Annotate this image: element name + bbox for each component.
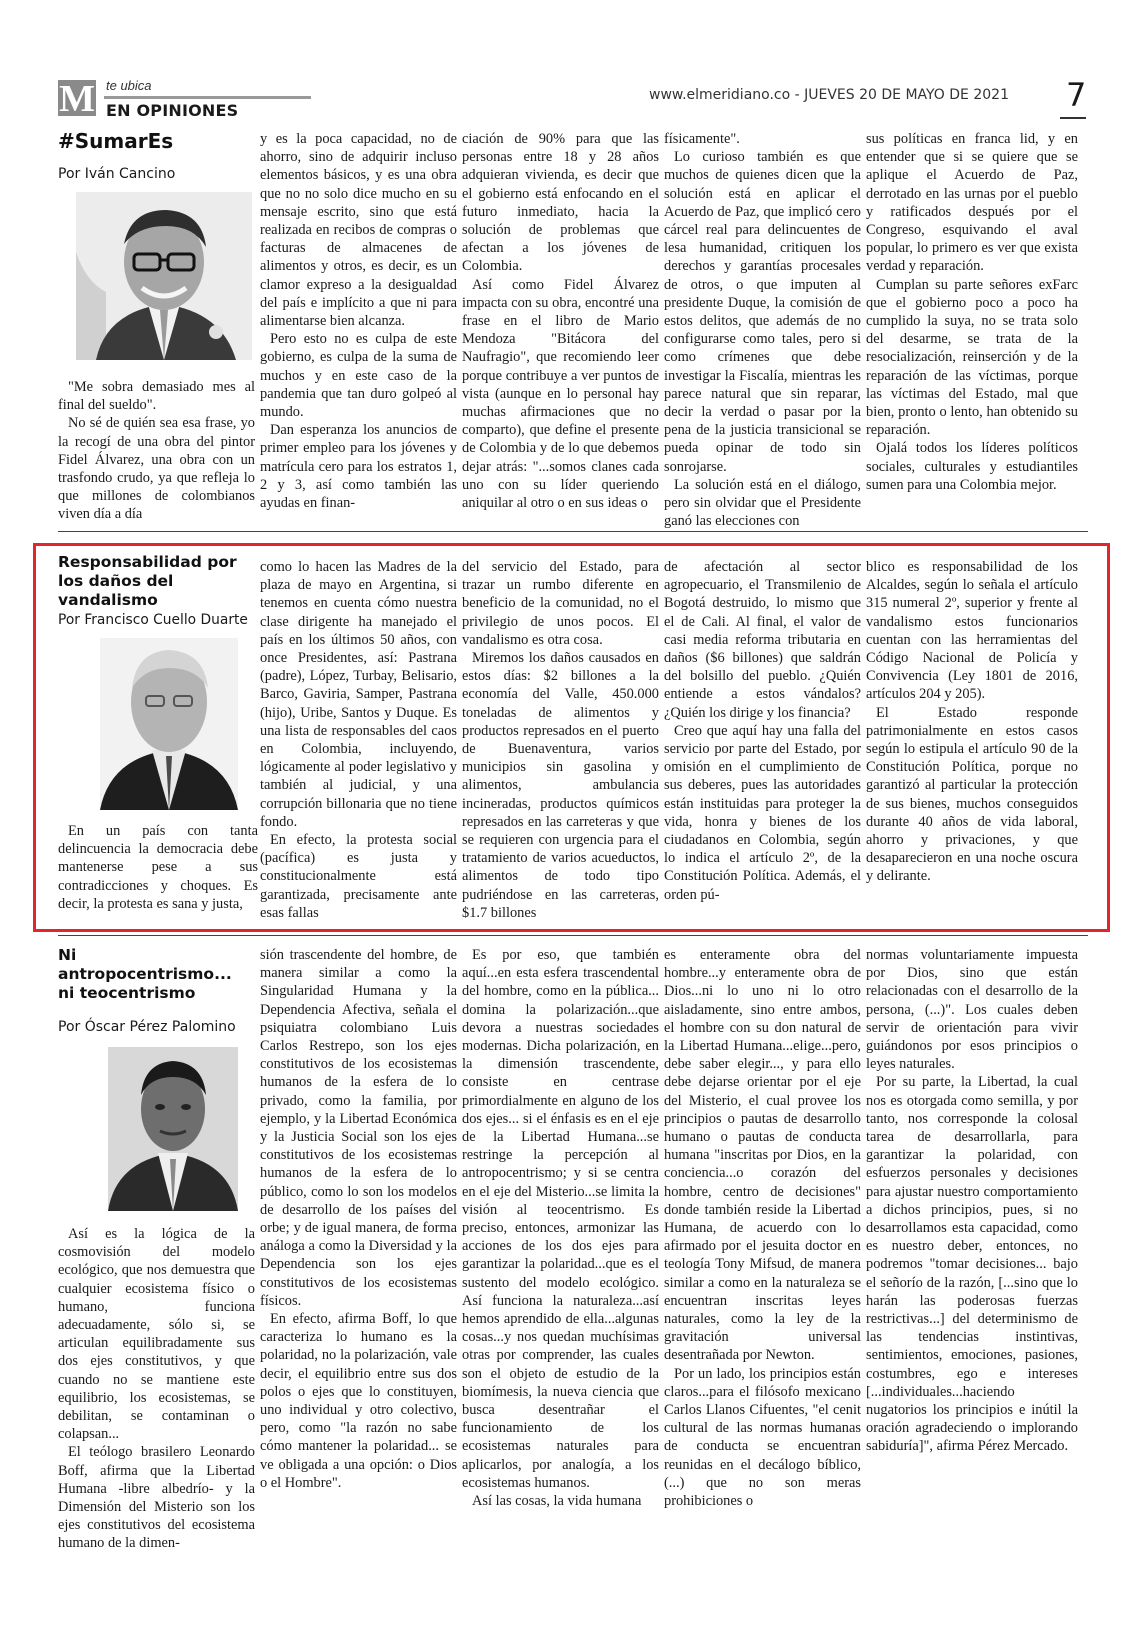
article-column-3 [462, 558, 659, 922]
article-paragraph: Por su parte, la Libertad, la cual nos es otorgada como semilla, y por tanto, nos corresponde la colosal tarea de desarrollarla, para garantizar la polaridad, con esfuerzos personales y decisiones para ajustar nuestro comportamiento a dichos principios, pues, si no desarrollamos esta capacidad, como es nuestro deber, entonces, no podremos "tomar decisiones... bajo el señorío de la razón, [...sino que lo harán las poderosas fuerzas restrictivas...] del determinismo de las tendencias instintivas, sentimientos, emociones, pasiones, costumbres, ego e intereses [...individuales...haciendo nugatorios los principios e inútil la oración agradeciendo o implorando sabiduría]", afirma Pérez Mercado. [866, 1074, 1078, 1455]
section-kicker: te ubica [106, 78, 152, 93]
article-divider [58, 935, 1088, 936]
article-paragraph: En efecto, la protesta social (pacífica) es justa y constitucionalmente está garantizada, precisamente ante esas fallas [260, 832, 457, 921]
article-headline: Responsabilidad por los daños del vandalismo [58, 553, 237, 609]
author-photo-oscar-perez-palomino [108, 1047, 238, 1211]
page-number-rule [1060, 117, 1086, 119]
article-paragraph: del servicio del Estado, para trazar un rumbo diferente en beneficio de la comunidad, no el privilegio de unos pocos. El vandalismo es otra cosa. [462, 559, 659, 648]
article-paragraph: Creo que aquí hay una falla del servicio por parte del Estado, por omisión en el cumplimiento de sus deberes, pues las autoridades están instituidas para proteger la vida, honra y bienes de los ciudadanos en Colombia, según lo indica el artículo 2º, de la Constitución Política. Además, el orden pú- [664, 722, 861, 903]
author-photo-francisco-cuello-duarte [100, 638, 238, 810]
article-column-5 [866, 946, 1078, 1456]
article-paragraph: El Estado responde patrimonialmente en estos casos según lo estipula el artículo 90 de la Constitución Política, porque no garantizó al particular la protección de sus bienes, muchos conseguidos durante 40 años de vida laboral, ahorro y privaciones, y que desaparecieron en una noche oscura y delirante. [866, 704, 1078, 885]
article-paragraph: ciación de 90% para que las personas entre 18 y 28 años adquieran vivienda, es decir que el gobierno está enfocando en el futuro inmediato, hacia la solución de problemas que afectan a los jóvenes de Colombia. [462, 131, 659, 275]
article-paragraph: físicamente". [664, 131, 740, 147]
article-paragraph: En un país con tanta delincuencia la democracia debe mantenerse pese a sus contradicciones y choques. Es decir, la protesta es sana y justa, [58, 823, 258, 912]
article-paragraph: Miremos los daños causados en estos días: $2 billones a la economía del Valle, 450.000 toneladas de alimentos y productos represados en el puerto de Buenaventura, varios municipios sin gasolina y alimentos, ambulancia incineradas, productos químicos represados en las carreteras y que se requieren con urgencia para el tratamiento de varios acueductos, alimentos de todo tipo pudriéndose en las carreteras, $1.7 billones [462, 650, 659, 921]
article-paragraph: sus políticas en franca lid, y en entender que si se quiere que se aplique el Acuerdo de Paz, derrotado en las urnas por el pueblo y ratificados después por el Congreso, esquivando el aval popular, lo primero es ver que exista verdad y reparación. [866, 131, 1078, 275]
article-sumares [58, 130, 1088, 530]
author-photo-ivan-cancino [76, 192, 252, 360]
article-column-4 [664, 130, 861, 530]
article-column-2 [260, 130, 457, 512]
newspaper-logo: M [59, 78, 95, 120]
article-paragraph: El teólogo brasilero Leonardo Boff, afirma que la Libertad Humana -libre albedrío- y la Dimensión del Misterio son los ejes constitutivos del ecosistema humano de la dimen- [58, 1444, 255, 1552]
article-paragraph: como lo hacen las Madres de la plaza de mayo en Argentina, si tenemos en cuenta cómo nuestra clase dirigente ha manejado el país en los últimos 50 años, con once Presidentes, así: Pastrana (padre), López, Turbay, Belisario, Barco, Gaviria, Samper, Pastrana (hijo), Uribe, Santos y Duque. Es una lista de responsables del caos en Colombia, incluyendo, lógicamente al poder legislativo y también al judicial, y una corrupción billonaria que no tiene fondo. [260, 559, 457, 830]
article-paragraph: de afectación al sector agropecuario, el Transmilenio de Bogotá destruido, lo mismo que el de Cali. Al final, el valor de casi media reforma tributaria en daños ($6 billones) que saldrán del bolsillo del pueblo. ¿Quién entiende a estos vándalos? ¿Quién los dirige y los financia? [664, 559, 861, 721]
article-column-5 [866, 558, 1078, 886]
article-paragraph: sión trascendente del hombre, de manera similar a como la Singularidad Humana y la Dependencia Afectiva, señala el psiquiatra colombiano Luis Carlos Restrepo, son los ejes constitutivos de los ecosistemas humanos de la esfera de lo privado, como la familia, por ejemplo, y la Libertad Económica y la Justicia Social son los ejes constitutivos de los ecosistemas humanos de la esfera de lo público, como lo son los modelos de desarrollo de los países del orbe; y de igual manera, de forma análoga a como la Diversidad y la Dependencia son los ejes constitutivos de los ecosistemas físicos. [260, 947, 457, 1309]
author-photo-francisco-cuello-duarte-icon [100, 638, 238, 810]
article-byline: Por Iván Cancino [58, 166, 176, 182]
article-paragraph: blico es responsabilidad de los Alcaldes, según lo señala el artículo 315 numeral 2º, superior y frente al vandalismo estos funcionarios cuentan con las herramientas del Código Nacional de Policía y Convivencia (Ley 1801 de 2016, artículos 204 y 205). [866, 559, 1078, 703]
article-paragraph: Cumplan su parte señores exFarc que el gobierno poco a poco ha cumplido la suya, no se trata solo del desarme, se trata de la resocialización, reinserción y de la reparación de las víctimas, porque las víctimas del Estado, mal que bien, pronto o lento, han obtenido su reparación. [866, 276, 1078, 439]
article-paragraph: Lo curioso también es que muchos de quienes dicen que la solución está en aplicar el Acuerdo de Paz, que implicó cero cárcel real para delincuentes de lesa humanidad, critiquen los derechos y garantías procesales de otros, o que imputen al presidente Duque, la comisión de estos delitos, que además de no configurarse como tales, pero si como crímenes que debe investigar la Fiscalía, mientras les parece natural que sin reparar, decir la verdad o pasar por la pena de la justicia transicional se pueda opinar de todo sin sonrojarse. [664, 149, 861, 475]
dateline: www.elmeridiano.co - JUEVES 20 DE MAYO DE 2021 [649, 87, 1009, 103]
article-paragraph: "Me sobra demasiado mes al final del sueldo". [58, 379, 255, 414]
article-column-1 [58, 553, 258, 913]
article-column-1 [58, 946, 255, 1553]
page-number: 7 [1066, 76, 1087, 114]
article-column-5 [866, 130, 1078, 494]
article-column-2 [260, 946, 457, 1492]
article-headline: Ni antropocentrismo... ni teocentrismo [58, 946, 232, 1002]
article-paragraph: normas voluntariamente impuesta por Dios, sino que están relacionadas con el desarrollo de la persona, (...)". Los cuales deben servir de orientación para vivir guiándonos por esos principios o leyes naturales. [866, 947, 1078, 1073]
article-paragraph: Así es la lógica de la cosmovisión del modelo ecológico, que nos demuestra que cualquier ecosistema físico o humano, funciona adecuadamente, sólo si, se articulan equilibradamente sus dos ejes constitutivos, y que cuando no se mantiene este equilibrio, los ecosistemas, se debilitan, se contaminan o colapsan... [58, 1226, 255, 1443]
article-vandalismo [58, 553, 1088, 925]
kicker-rule [104, 96, 311, 99]
author-photo-ivan-cancino-icon [76, 192, 252, 360]
article-paragraph: Así las cosas, la vida humana [472, 1493, 642, 1510]
article-column-3 [462, 946, 659, 1510]
article-column-2 [260, 558, 457, 922]
article-paragraph: Dan esperanza los anuncios de primer empleo para los jóvenes y matrícula cero para los estratos 1, 2 y 3, así como también las ayudas en finan- [260, 422, 457, 512]
article-column-1 [58, 130, 255, 524]
article-paragraph: En efecto, afirma Boff, lo que caracteriza lo humano es la polaridad, no la polarización, vale decir, el equilibrio entre sus dos polos o ejes que lo constituyen, uno individual y otro colectivo, pero, como "la razón no sabe cómo mantener la polaridad... se ve obligada a una opción: o Dios o el Hombre". [260, 1311, 457, 1491]
article-paragraph: No sé de quién sea esa frase, yo la recogí de una obra del pintor Fidel Álvarez, una obra con un trasfondo crudo, ya que refleja lo que millones de colombianos viven día a día [58, 415, 255, 523]
article-column-4 [664, 946, 861, 1510]
article-paragraph: Así como Fidel Álvarez impacta con su obra, encontré una frase en el libro de Mario Mendoza "Bitácora del Naufragio", que recomiendo leer porque contribuye a ver puntos de vista (aunque en lo personal hay muchas afirmaciones que no comparto), que define el presente de Colombia y de lo que debemos dejar atrás: "...somos clanes cada uno con su líder queriendo aniquilar al otro o en sus ideas o [462, 276, 659, 512]
article-paragraph: Ojalá todos los líderes políticos sociales, culturales y estudiantiles sumen para una Colombia mejor. [866, 440, 1078, 493]
article-byline: Por Francisco Cuello Duarte [58, 612, 248, 628]
article-divider [58, 531, 1088, 532]
article-byline: Por Óscar Pérez Palomino [58, 1019, 236, 1035]
article-paragraph: Es por eso, que también aquí...en esta esfera trascendental del hombre, como en la pública... domina la polarización...que devora a nuestras sociedades modernas. Dicha polarización, en la dimensión trascendente, consiste en centrase primordialmente en alguno de los dos ejes... si el énfasis es en el eje de la Libertad Humana...se restringe la percepción al antropocentrismo; y si se centra en el eje del Misterio...se limita la visión al teocentrismo. Es preciso, entonces, armonizar las acciones de los dos ejes para garantizar la polaridad...que es el sustento del modelo ecológico. Así funciona la naturaleza...así hemos aprendido de ella...algunas cosas...y nos quedan muchísimas otras por comprender, las cuales son el objeto de estudio de la biomímesis, la nueva ciencia que busca desentrañar el funcionamiento de los ecosistemas naturales para aplicarlos, por analogía, a los ecosistemas humanos. [462, 947, 659, 1491]
article-paragraph: y es la poca capacidad, no de ahorro, sino de adquirir incluso elementos básicos, y es una obra que no no solo dice mucho en su mensaje escrito, sino que está realizada en recibos de compras o facturas de almacenes de alimentos y otros, es decir, es un clamor expreso a la desigualdad del país e implícito a que ni para alimentarse bien alcanza. [260, 131, 457, 330]
article-antropocentrismo [58, 946, 1088, 1606]
article-paragraph: La solución está en el diálogo, pero sin olvidar que el Presidente ganó las elecciones con [664, 476, 861, 530]
author-photo-oscar-perez-palomino-icon [108, 1047, 238, 1211]
section-title: EN OPINIONES [106, 101, 239, 120]
article-headline: #SumarEs [58, 130, 174, 153]
article-paragraph: es enteramente obra del hombre...y enteramente obra de Dios...ni lo uno ni lo otro aisladamente, sino entre ambos, el hombre con su don natural de la Libertad Humana...elige...pero, debe saber elegir..., y para ello debe dejarse orientar por el eje del Misterio, el cual provee los principios o pautas de desarrollo humano o pautas de conducta humana "inscritas por Dios, en la conciencia...o corazón del hombre, centro de decisiones" donde también reside la Libertad Humana, de acuerdo con lo afirmado por el jesuita doctor en teología Tony Mifsud, de manera similar a como en la naturaleza se encuentran inscritas leyes naturales, como la ley de la gravitación universal desentrañada por Newton. [664, 947, 861, 1364]
article-paragraph: Pero esto no es culpa de este gobierno, es culpa de la suma de muchos y en este caso de la pandemia que tan duro golpeó al mundo. [260, 331, 457, 421]
article-column-4 [664, 558, 861, 904]
article-paragraph: Por un lado, los principios están claros...para el filósofo mexicano Carlos Llanos Cifuentes, "el cenit cultural de las normas humanas de conducta se encuentran reunidas en el decálogo bíblico, (...) que no son meras prohibiciones o [664, 1365, 861, 1510]
article-column-3 [462, 130, 659, 512]
